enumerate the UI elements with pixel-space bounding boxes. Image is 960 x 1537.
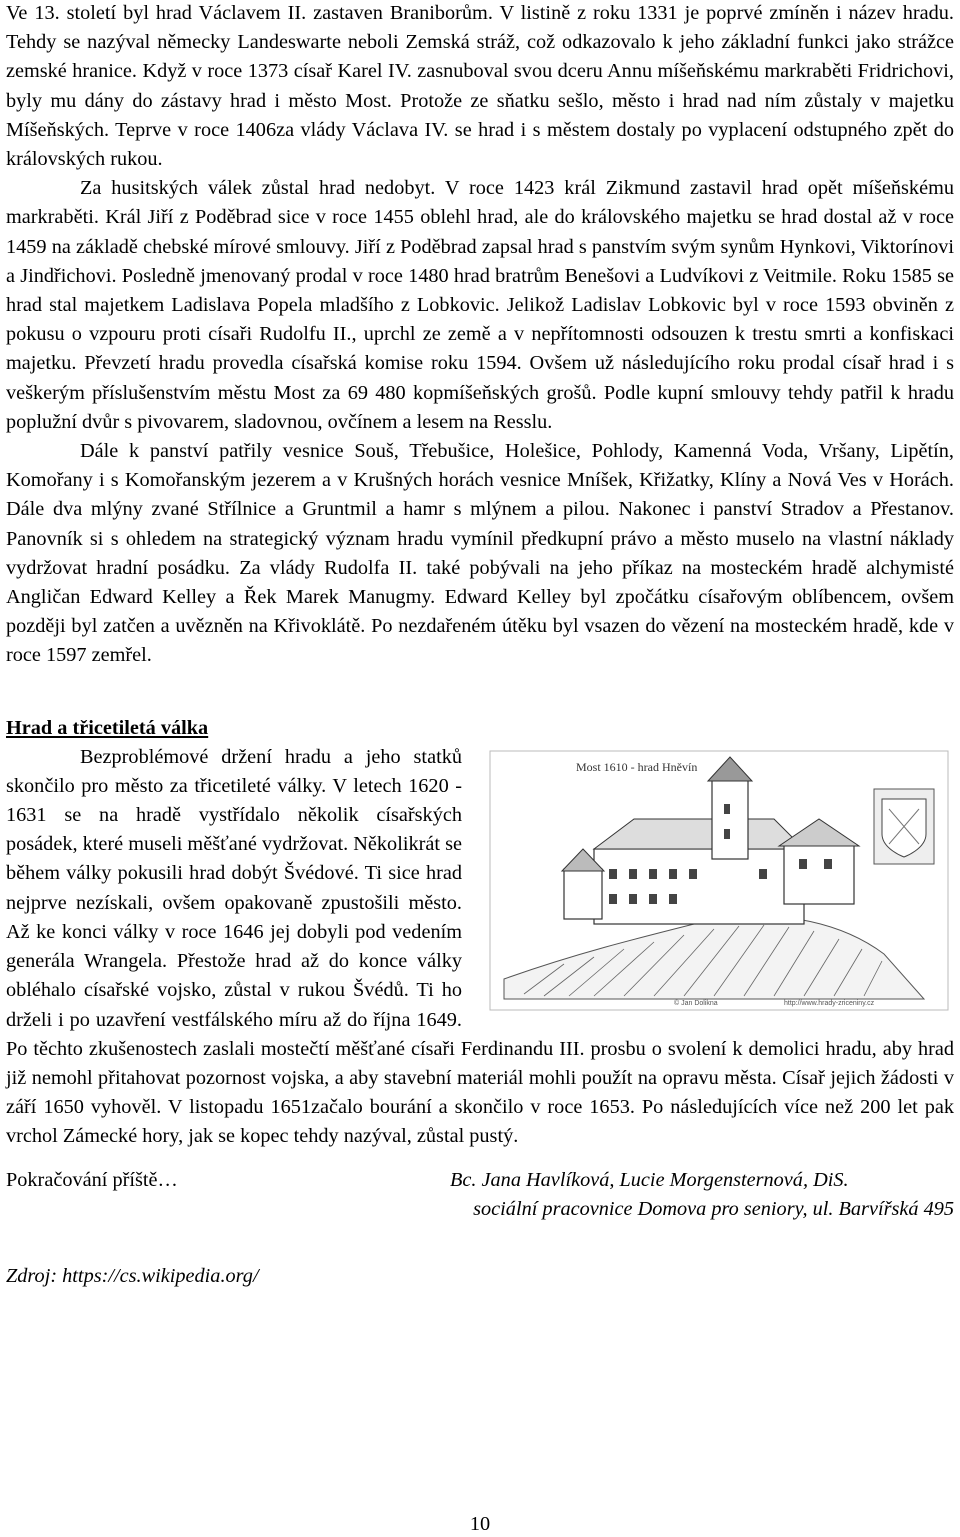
- figure-caption: Most 1610 - hrad Hněvín: [576, 759, 698, 774]
- continuation-note: Pokračování příště…: [6, 1168, 178, 1191]
- page-number: 10: [469, 1513, 491, 1535]
- signature-authors: Bc. Jana Havlíková, Lucie Morgensternová, DiS.: [450, 1168, 849, 1191]
- signature-row: [6, 1166, 954, 1195]
- castle-engraving-figure: [484, 749, 954, 1012]
- paragraph-2: Za husitských válek zůstal hrad nedobyt. V roce 1423 král Zikmund zastavil hrad opět míšeňskému markraběti. Král Jiří z Poděbrad sice v roce 1455 oblehl hrad, ale do královského majetku se hrad dostal až v roce 1459 na základě chebské mírové smlouvy. Jiří z Poděbrad zapsal hrad s panstvím svým synům Hynkovi, Viktorínovi a Jindřichovi. Posledně jmenovaný prodal v roce 1480 hrad bratrům Benešovi a Ludvíkovi z Veitmile. Roku 1585 se hrad stal majetkem Ladislava Popela mladšího z Lobkovic. Jelikož Ladislav Lobkovic byl v roce 1593 obviněn z pokusu o vzpouru proti císaři Rudolfu II., uprchl ze země a v nepřítomnosti odsouzen k trestu smrti a konfiskaci majetku. Převzetí hradu provedla císařská komise roku 1594. Ovšem už následujícího roku prodal císař hrad i s veškerým příslušenstvím městu Most za 69 480 kopmíšeňských grošů. Podle kupní smlouvy tehdy patřil k hradu poplužní dvůr s pivovarem, sladovnou, ovčínem a lesem na Resslu.: [6, 177, 954, 433]
- figure-credit-left: © Jan Dolikna: [674, 999, 718, 1007]
- document-page: [6, 0, 954, 1291]
- source-note: Zdroj: https://cs.wikipedia.org/: [6, 1264, 259, 1287]
- signature-affiliation: sociální pracovnice Domova pro seniory, ul. Barvířská 495: [473, 1197, 954, 1220]
- paragraph-1: Ve 13. století byl hrad Václavem II. zastaven Braniborům. V listině z roku 1331 je poprvé zmíněn i název hradu. Tehdy se nazýval německy Landeswarte neboli Zemská stráž, což odkazovalo k jeho základní funkci jako strážce zemské hranice. Když v roce 1373 císař Karel IV. zasnuboval svou dceru Annu míšeňskému markraběti Fridrichovi, byly mu dány do zástavy hrad i město Most. Protože ze sňatku sešlo, město i hrad nad ním zůstaly v majetku Míšeňských. Teprve v roce 1406za vlády Václava IV. se hrad i s městem dostaly po vyplacení odstupného zpět do královských rukou.: [6, 2, 954, 171]
- paragraph-3: Dále k panství patřily vesnice Souš, Třebušice, Holešice, Pohlody, Kamenná Voda, Vršany, Lipětín, Komořany i s Komořanským jezerem a v Krušných horách vesnice Mníšek, Křižatky, Klíny a Nová Ves v Horách. Dále dva mlýny zvané Střílnice a Gruntmil a hamr s mlýnem a pilou. Nakonec i panství Stradov a Přestanov. Panovník si s ohledem na strategický význam hradu vymínil předkupní právo a město muselo na vlastní náklady vydržovat hradní posádku. Za vlády Rudolfa II. také pobývali na jeho příkaz na mosteckém hradě alchymisté Angličan Edward Kelley a Řek Marek Manugmy. Edward Kelley byl zpočátku císařovým oblíbencem, ovšem později byl zatčen a uvězněn na Křivoklátě. Po nezdařeném útěku byl vsazen do vězení na mosteckém hradě, kde v roce 1597 zemřel.: [6, 440, 954, 667]
- figure-credit-right: http://www.hrady-zriceniny.cz: [784, 999, 875, 1007]
- castle-engraving-image: [484, 749, 954, 1012]
- section-heading: Hrad a třicetiletá válka: [6, 716, 209, 739]
- section-paragraph: Bezproblémové držení hradu a jeho statků skončilo pro město za třicetileté války. V letech 1620 - 1631 se na hradě vystřídalo několik císařských posádek, které museli měšťané vydržovat. Několikrát se během války pokusili hrad dobýt Švédové. Ti sice hrad nejprve nezískali, ovšem opakovaně zpustošili město. Až ke konci války v roce 1646 jej dobyli pod vedením generála Wrangela. Přestože hrad až do konce války obléhalo císařské vojsko, zůstal v rukou Švédů. Ti ho drželi i po uzavření vestfálského míru až do října 1649. Po těchto zkušenostech zaslali mostečtí měšťané císaři Ferdinandu III. prosbu o svolení k demolici hradu, aby hrad již nemohl přitahovat pozornost vojska, a aby stavební materiál mohli použít na opravu města. Císař jejich žádosti v září 1650 vyhověl. V listopadu 1651začalo bourání a skončilo v roce 1653. Po následujících více než 200 let pak vrchol Zámecké hory, jak se kopec tehdy nazýval, zůstal pustý.: [6, 745, 954, 1148]
